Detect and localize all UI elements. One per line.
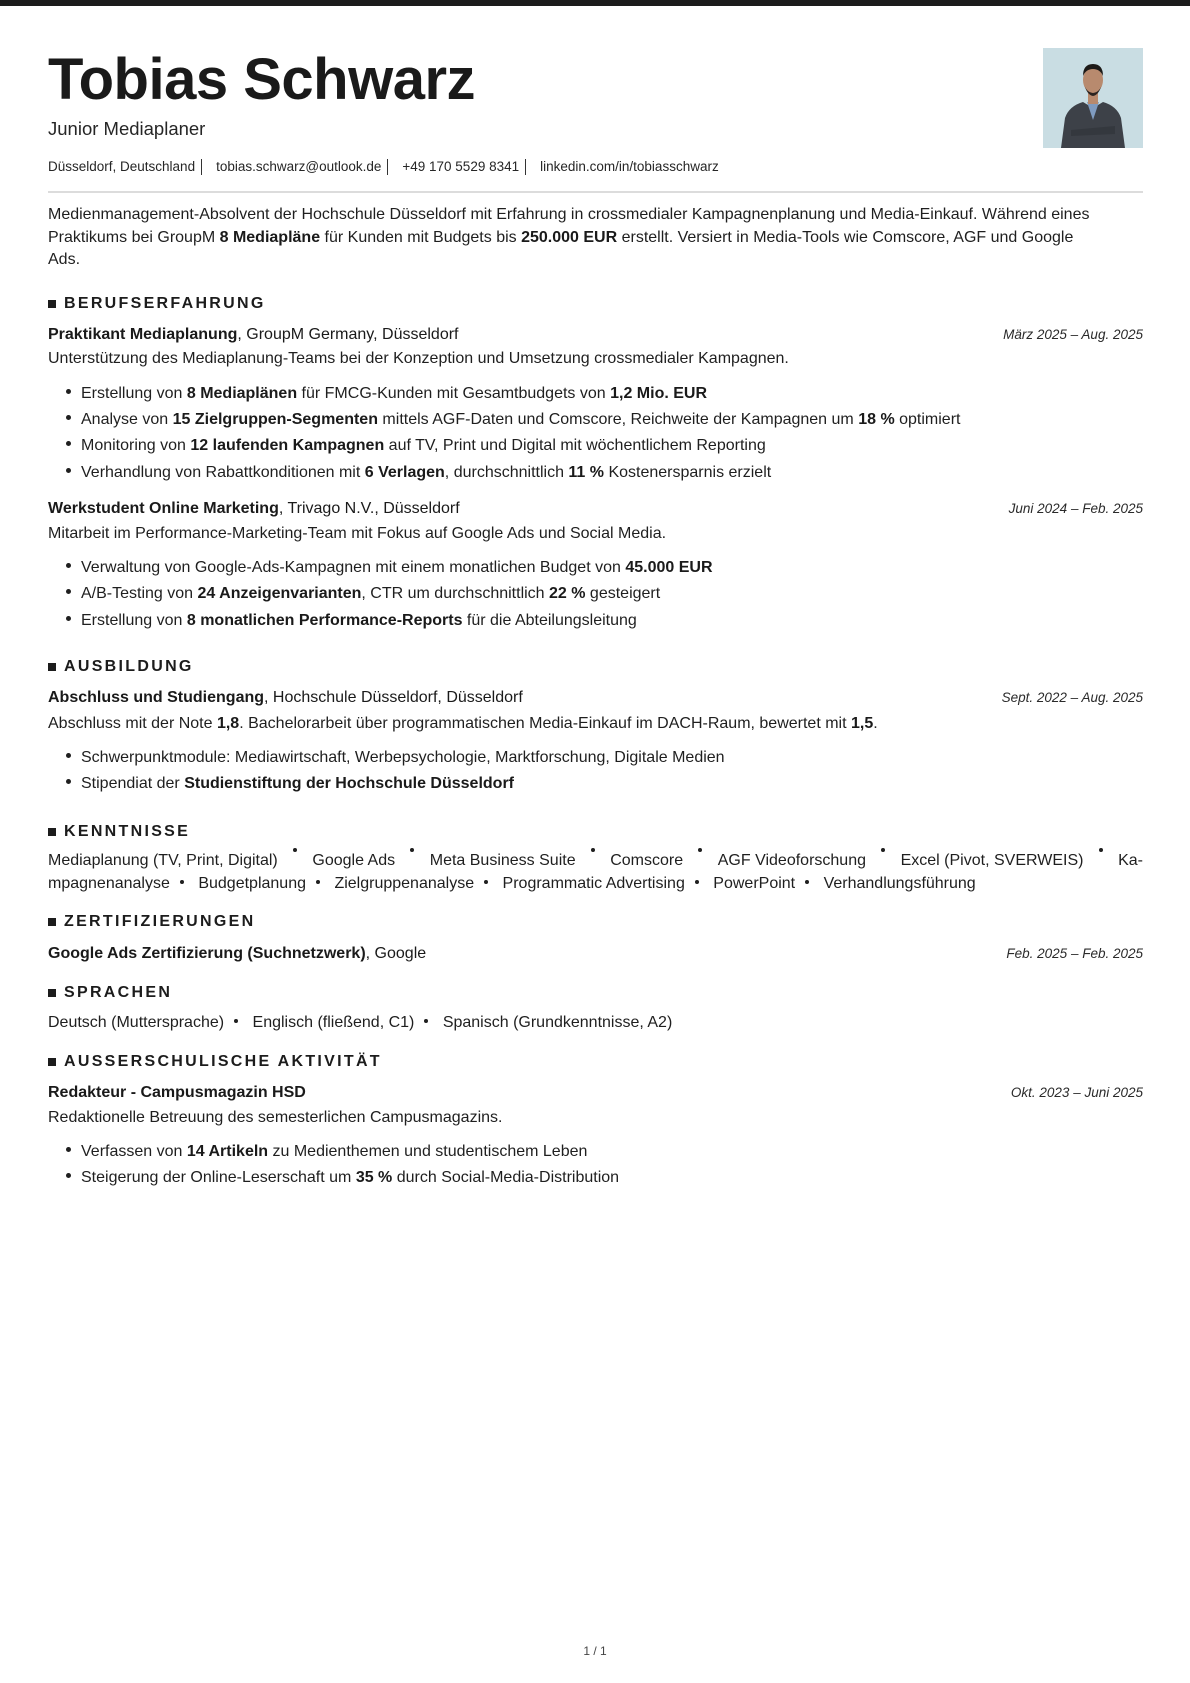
contact-location: Düsseldorf, Deutschland: [48, 159, 196, 174]
square-bullet-icon: [48, 918, 56, 926]
list-item: Erstellung von 8 Mediaplänen für FMCG-Kunden mit Gesamtbudgets von 1,2 Mio. EUR: [66, 383, 707, 405]
education-entry-header: [48, 687, 1143, 709]
certification-issuer: , Google: [365, 945, 427, 962]
list-item: Erstellung von 8 monatlichen Performance-Reports für die Abteilungsleitung: [66, 610, 637, 632]
job-org: , GroupM Germany, Düsseldorf: [237, 326, 459, 343]
square-bullet-icon: [48, 828, 56, 836]
skills-line: mpagnenanalyse Budgetplanung Zielgruppenanalyse Programmatic Advertising PowerPoint Verhandlungsführung: [48, 875, 976, 892]
job-date: März 2025 – Aug. 2025: [1003, 327, 1143, 342]
page-number: 1 / 1: [583, 1644, 607, 1658]
list-item: Monitoring von 12 laufenden Kampagnen auf TV, Print und Digital mit wöchentlichem Reporting: [66, 435, 766, 457]
section-heading-certifications: ZERTIFIZIERUNGEN: [48, 912, 255, 932]
list-item: Verwaltung von Google-Ads-Kampagnen mit einem monatlichen Budget von 45.000 EUR: [66, 557, 713, 579]
profile-summary: [48, 204, 1143, 272]
education-description: Abschluss mit der Note 1,8. Bachelorarbeit über programmatischen Media-Einkauf im DACH-Raum, bewertet mit 1,5.: [48, 715, 878, 732]
section-heading-activities: AUSSERSCHULISCHE AKTIVITÄT: [48, 1052, 382, 1072]
job-description: Unterstützung des Mediaplanung-Teams bei der Konzeption und Umsetzung crossmedialer Kampagnen.: [48, 350, 789, 367]
school-org: , Hochschule Düsseldorf, Düsseldorf: [264, 689, 523, 706]
square-bullet-icon: [48, 1058, 56, 1066]
list-item: Verhandlung von Rabattkonditionen mit 6 Verlagen, durchschnittlich 11 % Kostenersparnis erzielt: [66, 462, 771, 484]
list-item: Verfassen von 14 Artikeln zu Medienthemen und studentischem Leben: [66, 1141, 587, 1163]
job-title: Praktikant Mediaplanung: [48, 326, 238, 343]
profile-photo: [1043, 48, 1143, 148]
certification-date: Feb. 2025 – Feb. 2025: [1006, 946, 1143, 961]
square-bullet-icon: [48, 663, 56, 671]
section-heading-education: AUSBILDUNG: [48, 657, 194, 677]
section-heading-experience: BERUFSERFAHRUNG: [48, 294, 266, 314]
resume-header: [48, 0, 1143, 200]
resume-page: [48, 0, 1143, 1186]
section-heading-skills: KENNTNISSE: [48, 822, 190, 842]
list-item: Stipendiat der Studienstiftung der Hochschule Düsseldorf: [66, 773, 514, 795]
square-bullet-icon: [48, 989, 56, 997]
job-org: , Trivago N.V., Düsseldorf: [278, 500, 460, 517]
section-heading-languages: SPRACHEN: [48, 983, 172, 1003]
job-description: Mitarbeit im Performance-Marketing-Team mit Fokus auf Google Ads und Social Media.: [48, 525, 667, 542]
bullet-icon: [66, 1173, 71, 1178]
contact-linkedin[interactable]: linkedin.com/in/tobiasschwarz: [540, 159, 719, 174]
job-date: Juni 2024 – Feb. 2025: [1008, 501, 1143, 516]
candidate-name: Tobias Schwarz: [48, 47, 476, 112]
activity-description: Redaktionelle Betreuung des semesterlichen Campusmagazins.: [48, 1109, 503, 1126]
experience-entry-header: [48, 324, 1143, 346]
bullet-icon: [66, 589, 71, 594]
contact-line: [48, 158, 719, 176]
bullet-icon: [66, 753, 71, 758]
bullet-icon: [66, 468, 71, 473]
activity-entry-header: [48, 1082, 1143, 1104]
contact-email[interactable]: tobias.schwarz@outlook.de: [216, 159, 382, 174]
summary-line: Medienmanagement-Absolvent der Hochschule Düsseldorf mit Erfahrung in crossmedialer Kampagnenplanung und Media-Einkauf. Während eines: [48, 206, 1090, 223]
bullet-icon: [66, 415, 71, 420]
job-title: Werkstudent Online Marketing: [48, 500, 279, 517]
separator: [201, 159, 202, 175]
candidate-role: Junior Mediaplaner: [48, 118, 206, 139]
list-item: Steigerung der Online-Leserschaft um 35 % durch Social-Media-Distribution: [66, 1167, 619, 1189]
square-bullet-icon: [48, 300, 56, 308]
bullet-icon: [66, 779, 71, 784]
certification-title: Google Ads Zertifizierung (Suchnetzwerk): [48, 945, 366, 962]
activity-date: Okt. 2023 – Juni 2025: [1010, 1085, 1143, 1100]
summary-line: Praktikums bei GroupM 8 Mediapläne für Kunden mit Budgets bis 250.000 EUR erstellt. Versiert in Media-Tools wie Comscore, AGF und Google: [48, 228, 1074, 246]
list-item: Analyse von 15 Zielgruppen-Segmenten mittels AGF-Daten und Comscore, Reichweite der Kampagnen um 18 % optimiert: [66, 409, 960, 431]
languages-line: Deutsch (Muttersprache) Englisch (fließend, C1) Spanisch (Grundkenntnisse, A2): [48, 1014, 673, 1031]
separator: [525, 159, 526, 175]
separator: [387, 159, 388, 175]
bullet-icon: [66, 441, 71, 446]
bullet-icon: [66, 563, 71, 568]
summary-line: Ads.: [48, 251, 81, 268]
experience-entry-header: [48, 498, 1143, 520]
bullet-icon: [66, 389, 71, 394]
bullet-icon: [66, 1147, 71, 1152]
list-item: A/B-Testing von 24 Anzeigenvarianten, CTR um durchschnittlich 22 % gesteigert: [66, 583, 660, 605]
skills-line: Mediaplanung (TV, Print, Digital) Google Ads Meta Business Suite Comscore AGF Videoforschung Excel (Pivot, SVERWEIS) Ka-: [48, 850, 1143, 872]
activity-title: Redakteur - Campusmagazin HSD: [48, 1084, 306, 1101]
contact-phone[interactable]: +49 170 5529 8341: [402, 159, 520, 174]
bullet-icon: [66, 616, 71, 621]
list-item: Schwerpunktmodule: Mediawirtschaft, Werbepsychologie, Marktforschung, Digitale Medien: [66, 747, 725, 769]
degree-title: Abschluss und Studiengang: [48, 689, 265, 706]
person-portrait-icon: [1043, 48, 1143, 148]
education-date: Sept. 2022 – Aug. 2025: [1001, 690, 1143, 705]
certification-entry: [48, 943, 1143, 965]
header-divider: [48, 191, 1143, 193]
